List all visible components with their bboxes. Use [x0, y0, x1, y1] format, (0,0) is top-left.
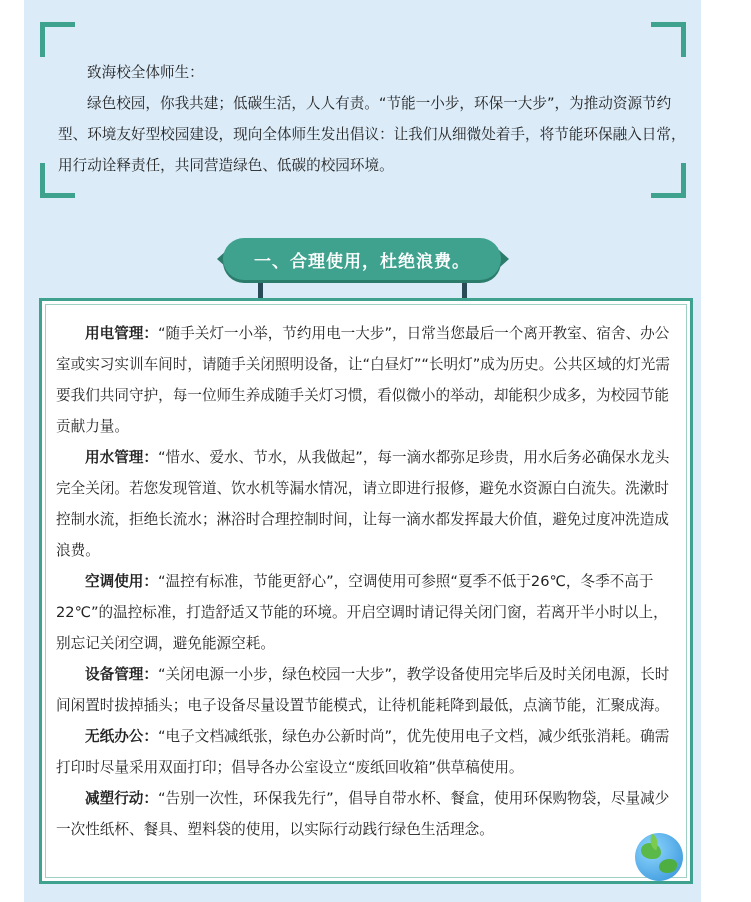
item-electricity — [56, 318, 676, 442]
item-label: 无纸办公： — [85, 728, 158, 745]
section-title: 一、合理使用，杜绝浪费。 — [254, 251, 470, 272]
frame-corner-top-left — [40, 22, 75, 57]
intro-greeting: 致海校全体师生： — [87, 64, 204, 81]
section-items — [56, 318, 676, 845]
item-text: “电子文档减纸张，绿色办公新时尚”，优先使用电子文档，减少纸张消耗。确需打印时尽量采用双面打印；倡导各办公室设立“废纸回收箱”供草稿使用。 — [56, 728, 670, 776]
earth-icon — [635, 833, 683, 881]
item-label: 用水管理： — [85, 449, 158, 466]
intro-text — [58, 57, 688, 181]
item-air-conditioning — [56, 566, 676, 659]
item-text: “温控有标准，节能更舒心”，空调使用可参照“夏季不低于26℃，冬季不高于22℃”的温控标准，打造舒适又节能的环境。开启空调时请记得关闭门窗，若离开半小时以上，别忘记关闭空调，避免能源空耗。 — [56, 573, 668, 652]
item-plastic-reduction — [56, 783, 676, 845]
item-text: “关闭电源一小步，绿色校园一大步”，教学设备使用完毕后及时关闭电源，长时间闲置时拔掉插头；电子设备尽量设置节能模式，让待机能耗降到最低，点滴节能，汇聚成海。 — [56, 666, 670, 714]
intro-body: 绿色校园，你我共建；低碳生活，人人有责。“节能一小步，环保一大步”，为推动资源节约型、环境友好型校园建设，现向全体师生发出倡议：让我们从细微处着手，将节能环保融入日常，用行动诠释责任，共同营造绿色、低碳的校园环境。 — [58, 95, 686, 174]
item-text: “告别一次性，环保我先行”，倡导自带水杯、餐盒，使用环保购物袋，尽量减少一次性纸杯、餐具、塑料袋的使用，以实际行动践行绿色生活理念。 — [56, 790, 670, 838]
item-label: 空调使用： — [85, 573, 158, 590]
section-title-banner — [223, 238, 501, 280]
item-text: “惜水、爱水、节水，从我做起”，每一滴水都弥足珍贵，用水后务必确保水龙头完全关闭。若您发现管道、饮水机等漏水情况，请立即进行报修，避免水资源白白流失。洗漱时控制水流，拒绝长流水；淋浴时合理控制时间，让每一滴水都发挥最大价值，避免过度冲洗造成浪费。 — [56, 449, 670, 559]
item-label: 设备管理： — [85, 666, 158, 683]
intro-frame — [40, 22, 686, 198]
frame-corner-top-right — [651, 22, 686, 57]
page-background — [24, 0, 701, 902]
item-text: “随手关灯一小举，节约用电一大步”，日常当您最后一个离开教室、宿舍、办公室或实习实训车间时，请随手关闭照明设备，让“白昼灯”“长明灯”成为历史。公共区域的灯光需要我们共同守护，每一位师生养成随手关灯习惯，看似微小的举动，却能积少成多，为校园节能贡献力量。 — [56, 325, 670, 435]
item-label: 用电管理： — [85, 325, 158, 342]
item-water — [56, 442, 676, 566]
item-label: 减塑行动： — [85, 790, 158, 807]
section-content-box — [39, 298, 693, 884]
item-equipment — [56, 659, 676, 721]
item-paperless — [56, 721, 676, 783]
